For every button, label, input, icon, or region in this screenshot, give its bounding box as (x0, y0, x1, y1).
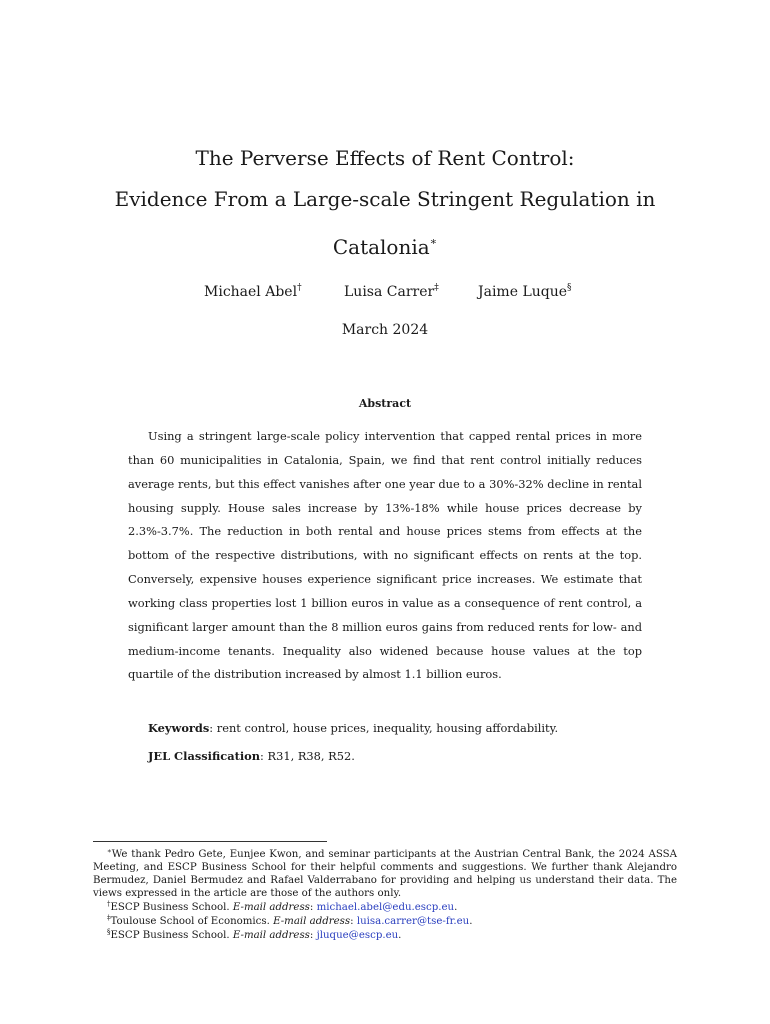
author-name: Michael Abel (204, 284, 298, 300)
email-label: E-mail address (232, 930, 310, 941)
email-link[interactable]: michael.abel@edu.escp.eu (316, 902, 455, 913)
jel-label: JEL Classification (148, 749, 261, 763)
footnote-acknowledgments (93, 845, 677, 900)
author-name: Jaime Luque (478, 284, 568, 300)
jel-classification (148, 749, 355, 763)
footnote-affiliation-2: ‡Toulouse School of Economics. E-mail address: luisa.carrer@tse-fr.eu. (107, 914, 473, 927)
affiliation-org: ESCP Business School. (110, 930, 233, 941)
title-line-2: Evidence From a Large-scale Stringent Regulation in (114, 187, 656, 211)
author-1 (204, 283, 302, 300)
footnote-end: . (469, 916, 473, 927)
footnote-rule (93, 841, 327, 842)
footnote-affiliation-1: †ESCP Business School. E-mail address: michael.abel@edu.escp.eu. (107, 900, 458, 913)
keywords-label: Keywords (148, 721, 210, 735)
publication-date: March 2024 (341, 322, 429, 338)
email-label: E-mail address (273, 916, 351, 927)
affiliation-org: Toulouse School of Economics. (110, 916, 274, 927)
footnote-affiliation-3: §ESCP Business School. E-mail address: jluque@escp.eu. (107, 928, 402, 941)
author-2 (344, 283, 439, 300)
footnote-text: We thank Pedro Gete, Eunjee Kwon, and seminar participants at the Austrian Central Bank, the 2024 ASSA Meeting, and ESCP Business School for their helpful comments and suggestions. We further thank Alejandro Bermudez, Daniel Bermudez and Rafael Valderrabano for providing and helping us understand their data. The views expressed in the article are those of the authors only. (93, 849, 677, 900)
footnote-end: . (398, 930, 402, 941)
email-link[interactable]: luisa.carrer@tse-fr.eu (356, 916, 470, 927)
author-mark: † (297, 283, 302, 293)
footnote-mark: ‡ (107, 914, 111, 922)
affiliation-org: ESCP Business School. (110, 902, 233, 913)
keywords-text: : rent control, house prices, inequality, housing affordability. (209, 721, 559, 735)
footnote-end: . (454, 902, 458, 913)
jel-text: : R31, R38, R52. (260, 749, 355, 763)
author-mark: § (567, 283, 572, 293)
abstract-heading: Abstract (358, 397, 412, 410)
author-3 (478, 283, 572, 300)
title-line-3 (0, 230, 770, 259)
title-line-1: The Perverse Effects of Rent Control: (195, 146, 575, 170)
email-label: E-mail address (232, 902, 310, 913)
title-footnote-mark: ∗ (429, 235, 438, 248)
footnote-mark: § (107, 928, 111, 936)
author-mark: ‡ (434, 283, 439, 293)
email-link[interactable]: jluque@escp.eu (316, 930, 399, 941)
keywords (148, 721, 558, 735)
title-text-end: Catalonia (332, 235, 430, 259)
footnote-mark: † (107, 900, 111, 908)
footnote-mark: ∗ (107, 847, 112, 855)
author-name: Luisa Carrer (344, 284, 435, 300)
abstract-text: Using a stringent large-scale policy intervention that capped rental prices in more than 60 municipalities in Catalonia, Spain, we find that rent control initially reduces average rents, but this effect vanishes after one year due to a 30%-32% decline in rental housing supply. House sales increase by 13%-18% while house prices decrease by 2.3%-3.7%. The reduction in both rental and house prices stems from effects at the bottom of the respective distributions, with no significant effects on rents at the top. Conversely, expensive houses experience significant price increases. We estimate that working class properties lost 1 billion euros in value as a consequence of rent control, a significant larger amount than the 8 million euros gains from reduced rents for low- and medium-income tenants. Inequality also widened because house values at the top quartile of the distribution increased by almost 1.1 billion euros. (128, 429, 642, 682)
